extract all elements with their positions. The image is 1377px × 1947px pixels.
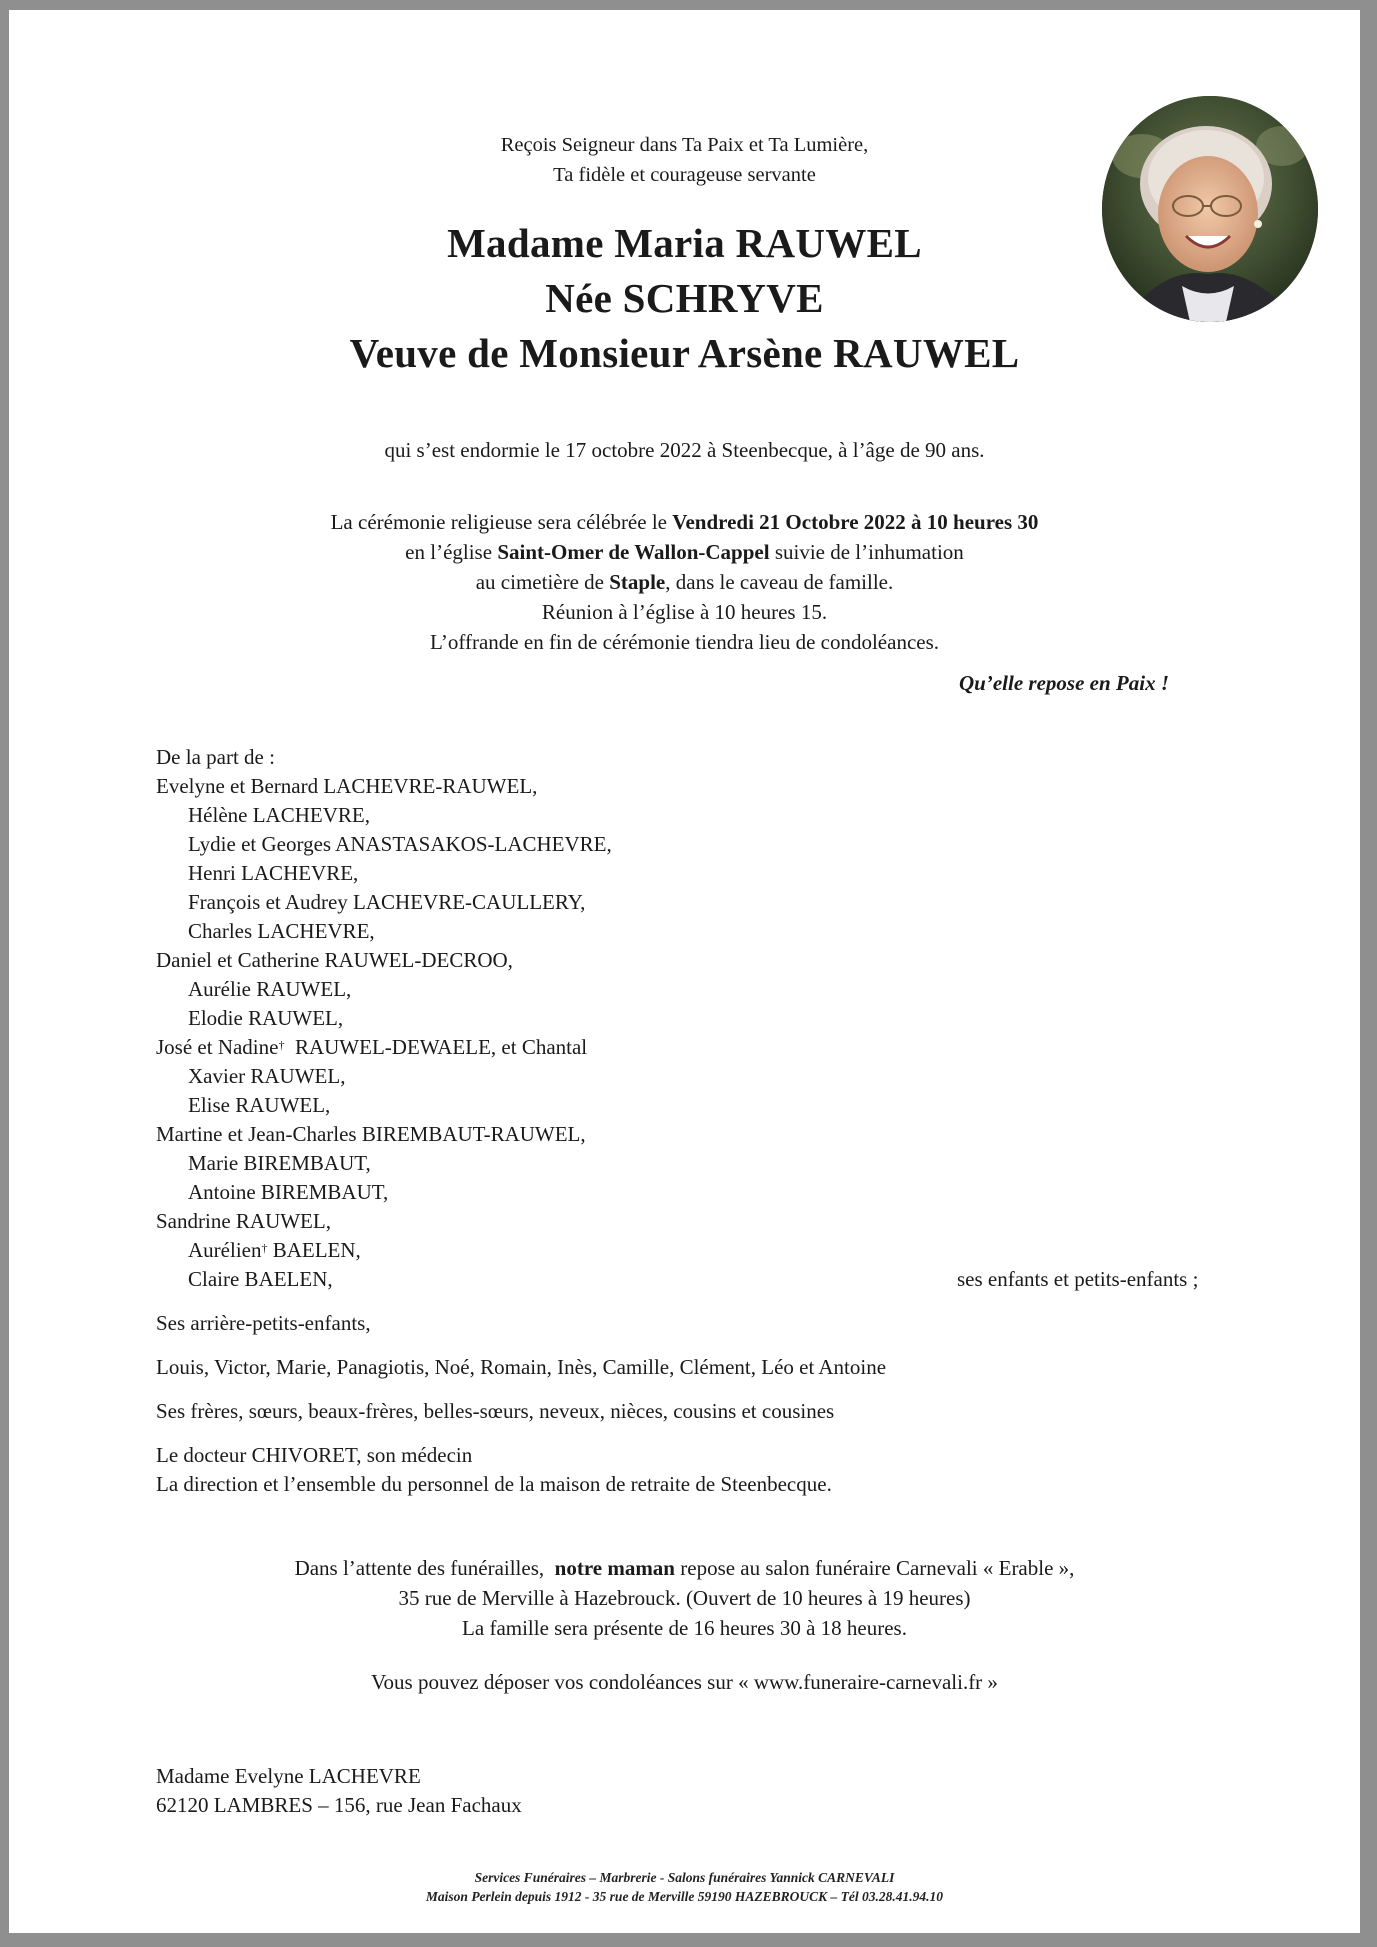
family-member-name-rest: BAELEN, (267, 1238, 361, 1262)
ceremony-line-3 (9, 567, 1360, 597)
family-member (156, 917, 612, 946)
footer-line-1: Services Funéraires – Marbrerie - Salons funéraires Yannick CARNEVALI (474, 1870, 895, 1885)
notre-maman: notre maman (554, 1556, 675, 1580)
ceremony-line-3-text-a: au cimetière de (475, 570, 610, 594)
contact-address: 62120 LAMBRES – 156, rue Jean Fachaux (156, 1793, 522, 1817)
family-member (156, 1207, 612, 1236)
family-member-name: Antoine BIREMBAUT, (188, 1180, 389, 1204)
deceased-cross-icon: † (261, 1241, 268, 1255)
obituary-page (9, 10, 1360, 1933)
family-member-name: Henri LACHEVRE, (188, 861, 359, 885)
ceremony-line-4: Réunion à l’église à 10 heures 15. (541, 600, 828, 624)
funeral-home-line-2: 35 rue de Merville à Hazebrouck. (Ouvert de 10 heures à 19 heures) (398, 1586, 971, 1610)
ceremony-church: Saint-Omer de Wallon-Cappel (497, 540, 770, 564)
family-member-name-rest: RAUWEL-DEWAELE, et Chantal (284, 1035, 588, 1059)
footer-line-2: Maison Perlein depuis 1912 - 35 rue de Merville 59190 HAZEBROUCK – Tél 03.28.41.94.10 (425, 1889, 944, 1904)
family-member-name: Martine et Jean-Charles BIREMBAUT-RAUWEL, (156, 1122, 586, 1146)
children-note: ses enfants et petits-enfants ; (957, 1267, 1199, 1291)
ceremony-line-2-text-a: en l’église (405, 540, 498, 564)
family-member-name: Lydie et Georges ANASTASAKOS-LACHEVRE, (188, 832, 612, 856)
family-member (156, 859, 612, 888)
ceremony-line-5: L’offrande en fin de cérémonie tiendra lieu de condoléances. (429, 630, 940, 654)
great-grandchildren-intro: Ses arrière-petits-enfants, (156, 1311, 371, 1335)
retirement-home-staff: La direction et l’ensemble du personnel de la maison de retraite de Steenbecque. (156, 1472, 832, 1496)
widow-of: Veuve de Monsieur Arsène RAUWEL (349, 330, 1020, 376)
family-member (156, 975, 612, 1004)
family-member (156, 1091, 612, 1120)
contact-name: Madame Evelyne LACHEVRE (156, 1764, 421, 1788)
family-member-name: Aurélien (188, 1238, 262, 1262)
funeral-home-line-3: La famille sera présente de 16 heures 30 à 18 heures. (462, 1616, 907, 1640)
family-member-name: Evelyne et Bernard LACHEVRE-RAUWEL, (156, 774, 538, 798)
family-member (156, 1062, 612, 1091)
family-member (156, 801, 612, 830)
ceremony-cemetery: Staple (609, 570, 666, 594)
family-member (156, 1033, 612, 1062)
family-member-name: Xavier RAUWEL, (188, 1064, 346, 1088)
funeral-home-line-1-text-a: Dans l’attente des funérailles, (294, 1556, 555, 1580)
prayer: Qu’elle repose en Paix ! (959, 671, 1169, 695)
family-member (156, 946, 612, 975)
ceremony-line-1 (9, 507, 1360, 537)
family-member-name: Aurélie RAUWEL, (188, 977, 352, 1001)
invocation-line-2: Ta fidèle et courageuse servante (553, 164, 816, 186)
family-member-name: José et Nadine (156, 1035, 279, 1059)
family-member (156, 1178, 612, 1207)
family-member-name: Daniel et Catherine RAUWEL-DECROO, (156, 948, 513, 972)
great-grandchildren: Louis, Victor, Marie, Panagiotis, Noé, Romain, Inès, Camille, Clément, Léo et Antoine (156, 1355, 887, 1379)
deceased-cross-icon: † (278, 1038, 285, 1052)
family-member-name: Charles LACHEVRE, (188, 919, 375, 943)
condolences-website: Vous pouvez déposer vos condoléances sur « www.funeraire-carnevali.fr » (371, 1670, 998, 1694)
family-member-name: Elise RAUWEL, (188, 1093, 331, 1117)
family-member (156, 1236, 612, 1265)
family-member-name: Sandrine RAUWEL, (156, 1209, 331, 1233)
doctor: Le docteur CHIVORET, son médecin (156, 1443, 473, 1467)
family-member (156, 1149, 612, 1178)
siblings: Ses frères, sœurs, beaux-frères, belles-sœurs, neveux, nièces, cousins et cousines (156, 1399, 835, 1423)
family-member-name: François et Audrey LACHEVRE-CAULLERY, (188, 890, 586, 914)
family-member (156, 888, 612, 917)
family-member-name: Hélène LACHEVRE, (188, 803, 370, 827)
death-notice: qui s’est endormie le 17 octobre 2022 à Steenbecque, à l’âge de 90 ans. (384, 438, 985, 462)
family-list (156, 772, 612, 1294)
family-intro: De la part de : (156, 745, 275, 769)
family-member-name: Marie BIREMBAUT, (188, 1151, 371, 1175)
family-member-name: Elodie RAUWEL, (188, 1006, 344, 1030)
ceremony-line-3-text-b: , dans le caveau de famille. (665, 570, 894, 594)
maiden-name: Née SCHRYVE (545, 275, 824, 321)
funeral-home-line-1-text-b: repose au salon funéraire Carnevali « Erable », (675, 1556, 1075, 1580)
funeral-home-line-1 (9, 1553, 1360, 1583)
family-member-name: Claire BAELEN, (188, 1267, 333, 1291)
deceased-name: Madame Maria RAUWEL (447, 220, 922, 266)
family-member (156, 1120, 612, 1149)
ceremony-line-2-text-b: suivie de l’inhumation (769, 540, 964, 564)
family-member (156, 772, 612, 801)
ceremony-line-2 (9, 537, 1360, 567)
family-member (156, 1265, 612, 1294)
family-member (156, 830, 612, 859)
ceremony-date: Vendredi 21 Octobre 2022 à 10 heures 30 (672, 510, 1039, 534)
family-member (156, 1004, 612, 1033)
ceremony-line-1-text: La cérémonie religieuse sera célébrée le (330, 510, 673, 534)
invocation-line-1: Reçois Seigneur dans Ta Paix et Ta Lumière, (500, 134, 869, 156)
